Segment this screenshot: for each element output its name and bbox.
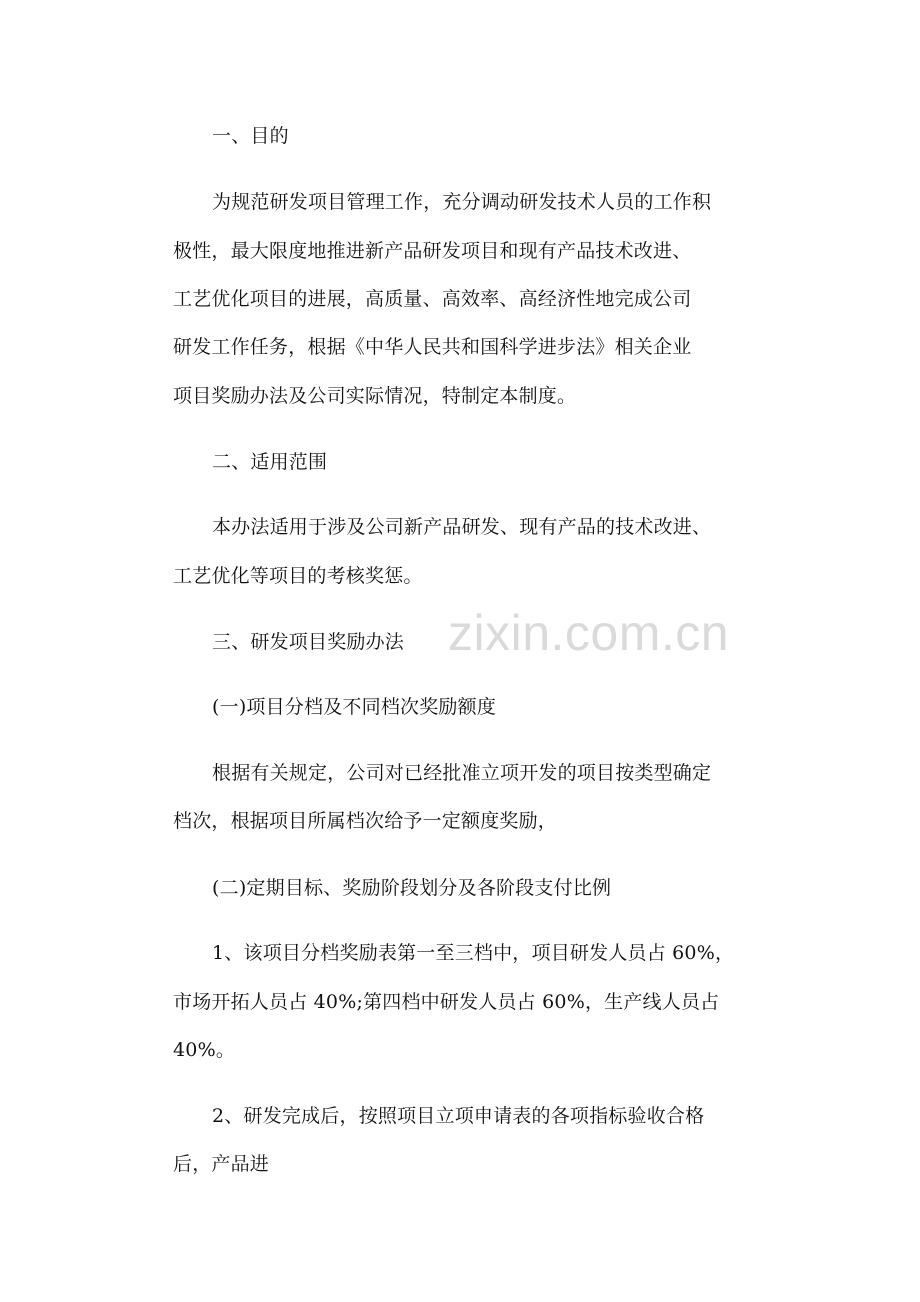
list-item-line: 后，产品进 — [173, 1153, 270, 1175]
paragraph-line: 极性，最大限度地推进新产品研发项目和现有产品技术改进、 — [173, 240, 692, 262]
list-item-line: 1、该项目分档奖励表第一至三档中，项目研发人员占 60%， — [212, 942, 735, 964]
watermark: zixin.com.cn — [448, 605, 730, 661]
paragraph-line: 根据有关规定，公司对已经批准立项开发的项目按类型确定 — [212, 762, 712, 784]
list-item-line: 市场开拓人员占 40%;第四档中研发人员占 60%，生产线人员占 — [173, 991, 720, 1013]
list-item-line: 40%。 — [173, 1039, 236, 1061]
section-heading-reward-method: 三、研发项目奖励办法 — [212, 631, 405, 653]
subsection-heading-payment-stages: (二)定期目标、奖励阶段划分及各阶段支付比例 — [212, 877, 612, 899]
paragraph-line: 项目奖励办法及公司实际情况，特制定本制度。 — [173, 385, 577, 407]
paragraph-line: 研发工作任务，根据《中华人民共和国科学进步法》相关企业 — [173, 336, 692, 358]
paragraph-line: 工艺优化项目的进展，高质量、高效率、高经济性地完成公司 — [173, 288, 692, 310]
subsection-heading-project-tiers: (一)项目分档及不同档次奖励额度 — [212, 696, 497, 718]
list-item-line: 2、研发完成后，按照项目立项申请表的各项指标验收合格 — [212, 1105, 705, 1127]
section-heading-purpose: 一、目的 — [212, 125, 289, 147]
paragraph-line: 档次，根据项目所属档次给予一定额度奖励， — [173, 810, 558, 832]
paragraph-line: 工艺优化等项目的考核奖惩。 — [173, 565, 423, 587]
section-heading-scope: 二、适用范围 — [212, 451, 328, 473]
paragraph-line: 为规范研发项目管理工作，充分调动研发技术人员的工作积 — [212, 191, 712, 213]
paragraph-line: 本办法适用于涉及公司新产品研发、现有产品的技术改进、 — [212, 516, 712, 538]
